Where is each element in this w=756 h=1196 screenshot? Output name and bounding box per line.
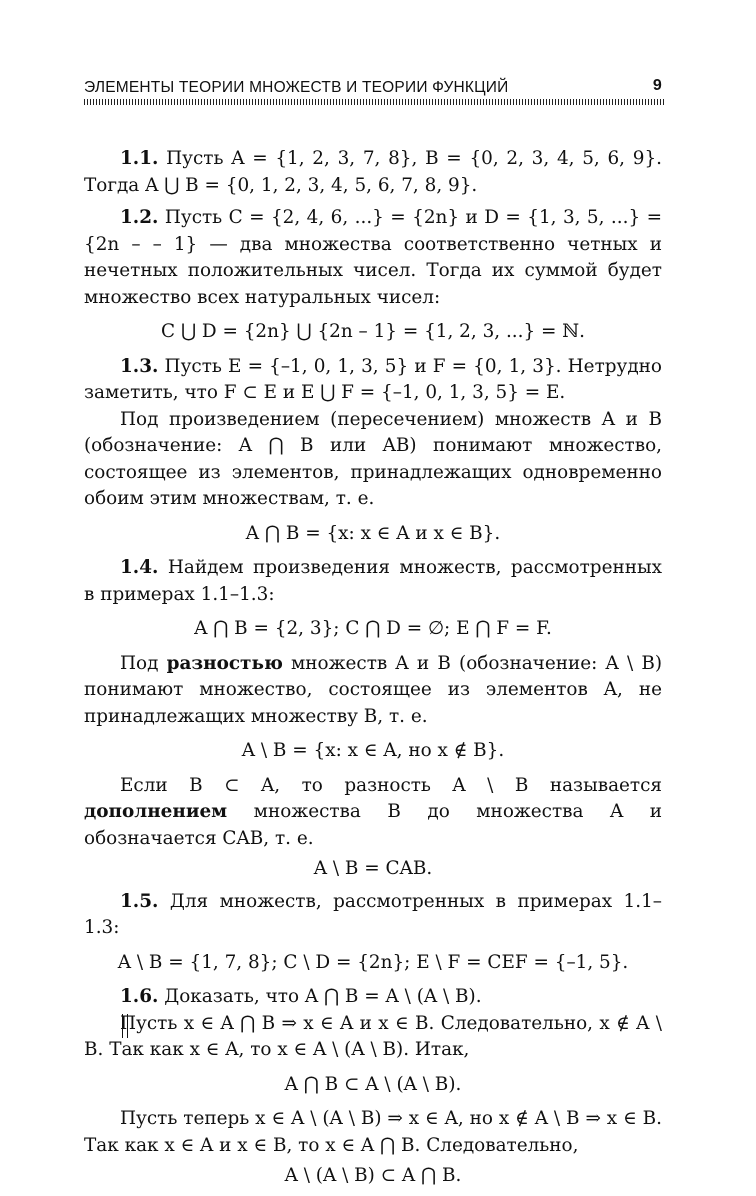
intersection-definition: Под произведением (пересечением) множеств A и B (обозначение: A ⋂ B или AB) понимают множество, состоящее из элементов, принадлежащих одновременно обоим этим множествам, т. е. <box>84 408 662 509</box>
example-1-4 <box>84 555 662 608</box>
example-text: Пусть E = {–1, 0, 1, 3, 5} и F = {0, 1, 3}. Нетрудно заметить, что F ⊂ E и E ⋃ F = {–1, 0, 1, 3, 5} = E. <box>84 355 662 403</box>
example-text: Для множеств, рассмотренных в примерах 1.1–1.3: <box>84 890 662 938</box>
proof-text: Пусть x ∈ A ⋂ B ⇒ x ∈ A и x ∈ B. Следовательно, x ∉ A \ B. Так как x ∈ A, то x ∈ A \ (A \ B). Итак, <box>84 1012 662 1060</box>
example-label: 1.4. <box>120 557 159 578</box>
text-fragment: Под <box>120 652 167 674</box>
page-number: 9 <box>652 77 662 94</box>
formula-1-5: A \ B = {1, 7, 8}; C \ D = {2n}; E \ F = CEF = {–1, 5}. <box>117 951 629 973</box>
difference-definition <box>84 651 662 731</box>
example-label: 1.1. <box>120 148 159 169</box>
formula-complement: A \ B = CAB. <box>313 858 433 879</box>
example-text: Пусть C = {2, 4, 6, ...} = {2n} и D = {1, 3, 5, ...} = {2n – – 1} — два множества соответственно четных и нечетных положительных чисел. Тогда их суммой будет множество всех натуральных чисел: <box>84 207 662 308</box>
text-fragment: множеств A и B (обозначение: A \ B) понимают множество, состоящее из элементов A, не принадлежащих множеству B, т. е. <box>84 652 663 727</box>
example-1-3 <box>84 354 662 407</box>
header-rule <box>84 99 664 105</box>
formula-1-4: A ⋂ B = {2, 3}; C ⋂ D = ∅; E ⋂ F = F. <box>194 618 552 639</box>
proof-text-2: Пусть теперь x ∈ A \ (A \ B) ⇒ x ∈ A, но x ∉ A \ B ⇒ x ∈ B. Так как x ∈ A и x ∈ B, то x ∈ A ⋂ B. Следовательно, <box>84 1108 662 1156</box>
proof-start-mark <box>122 1014 128 1038</box>
example-text: Найдем произведения множеств, рассмотренных в примерах 1.1–1.3: <box>84 557 662 605</box>
text-fragment: множества B до множества A и обозначается CAB, т. е. <box>84 801 662 849</box>
example-1-2 <box>84 205 662 311</box>
complement-definition <box>84 773 662 853</box>
proof-block <box>84 1011 662 1064</box>
header-title: ЭЛЕМЕНТЫ ТЕОРИИ МНОЖЕСТВ И ТЕОРИИ ФУНКЦИЙ <box>84 79 509 96</box>
example-text: Пусть A = {1, 2, 3, 7, 8}, B = {0, 2, 3, 4, 5, 6, 9}. Тогда A ⋃ B = {0, 1, 2, 3, 4, 5, 6, 7, 8, 9}. <box>84 148 662 196</box>
term-complement: дополнением <box>84 801 228 822</box>
example-label: 1.2. <box>120 207 159 228</box>
formula-union-cd: C ⋃ D = {2n} ⋃ {2n – 1} = {1, 2, 3, ...} = ℕ. <box>161 321 585 342</box>
formula-proof-1: A ⋂ B ⊂ A \ (A \ B). <box>284 1073 462 1095</box>
formula-intersection: A ⋂ B = {x: x ∈ A и x ∈ B}. <box>245 522 501 544</box>
example-text: Доказать, что A ⋂ B = A \ (A \ B). <box>158 986 482 1007</box>
formula-difference: A \ B = {x: x ∈ A, но x ∉ B}. <box>241 740 505 761</box>
example-1-5 <box>84 889 662 942</box>
example-label: 1.3. <box>120 355 159 377</box>
page-body <box>84 146 662 1196</box>
example-1-1 <box>84 146 662 199</box>
example-label: 1.6. <box>120 986 159 1007</box>
formula-proof-2: A \ (A \ B) ⊂ A ⋂ B. <box>284 1165 462 1186</box>
example-label: 1.5. <box>120 890 159 912</box>
example-1-6 <box>84 984 662 1011</box>
term-difference: разностью <box>166 652 283 674</box>
text-fragment: Если B ⊂ A, то разность A \ B называется <box>120 774 662 796</box>
